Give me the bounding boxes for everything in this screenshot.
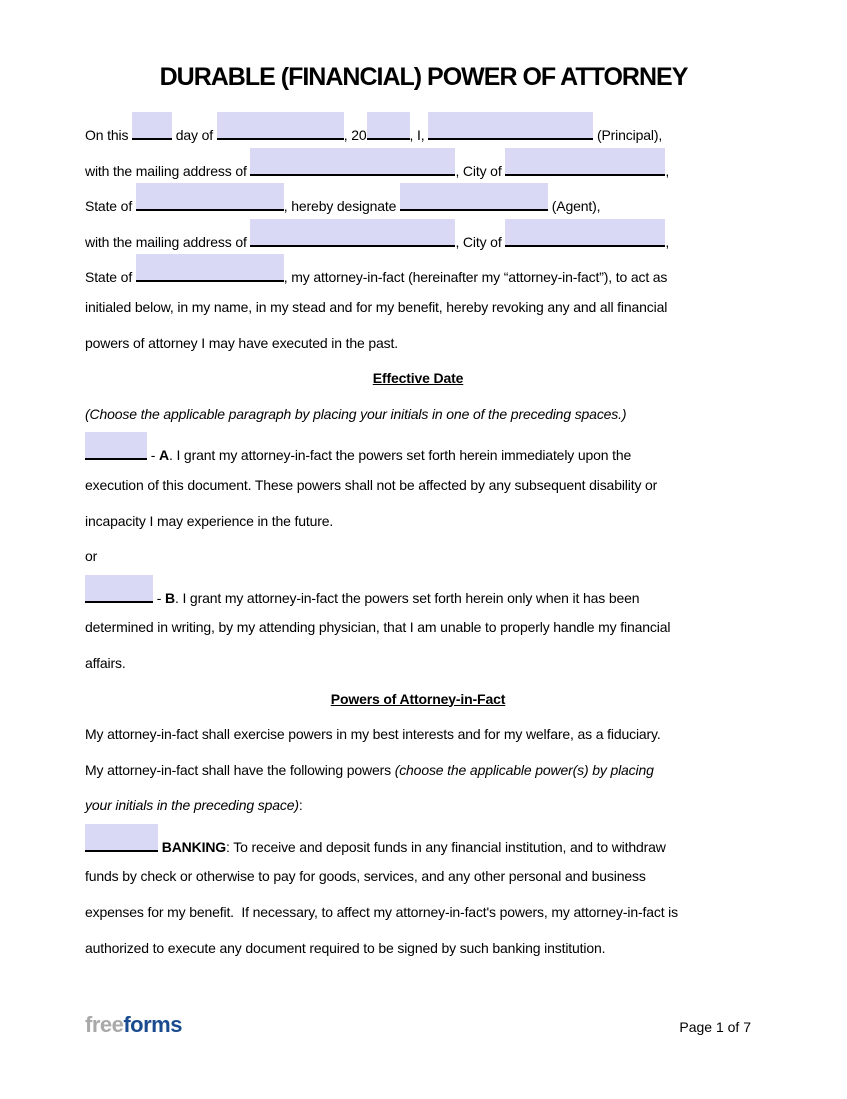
- text-segment: incapacity I may experience in the future.: [85, 512, 334, 529]
- text-segment: State of: [85, 269, 136, 286]
- text-segment: ,: [665, 162, 670, 179]
- form-line: [85, 504, 751, 540]
- form-line: [85, 539, 751, 575]
- text-segment: with the mailing address of: [85, 233, 251, 250]
- text-segment: or: [85, 548, 98, 565]
- document-body: [85, 112, 751, 966]
- text-segment: , 20: [343, 127, 367, 143]
- text-segment: with the mailing address of: [85, 162, 251, 179]
- form-line: [85, 183, 751, 219]
- form-line: [85, 931, 751, 967]
- text-segment: (choose the applicable power(s) by placing: [394, 761, 654, 778]
- section-heading: [85, 682, 751, 718]
- form-line: [85, 254, 751, 290]
- form-line: [85, 646, 751, 682]
- text-segment: Powers of Attorney-in-Fact: [330, 690, 506, 707]
- text-segment: , hereby designate: [283, 198, 401, 215]
- text-segment: ,: [665, 233, 670, 250]
- form-line: [85, 219, 751, 255]
- text-segment: -: [153, 589, 165, 606]
- form-line: [85, 610, 751, 646]
- fillable-blank-field[interactable]: [505, 219, 665, 247]
- text-segment: B: [165, 589, 175, 606]
- text-segment: determined in writing, by my attending physician, that I am unable to properly handle my financial: [85, 619, 671, 636]
- fillable-blank-field[interactable]: [85, 824, 158, 852]
- text-segment: A: [159, 447, 169, 464]
- page-footer: [85, 1012, 751, 1038]
- page-title: DURABLE (FINANCIAL) POWER OF ATTORNEY: [159, 63, 688, 91]
- text-segment: BANKING: [161, 838, 227, 855]
- form-line: [85, 326, 751, 362]
- fillable-blank-field[interactable]: [367, 112, 410, 140]
- text-segment: My attorney-in-fact shall have the following powers: [85, 761, 395, 778]
- logo-free-text: free: [85, 1012, 124, 1037]
- form-line: [85, 148, 751, 184]
- text-segment: , I,: [409, 127, 429, 143]
- text-segment: your initials in the preceding space): [85, 797, 299, 814]
- form-line: [85, 895, 751, 931]
- text-segment: : To receive and deposit funds in any financial institution, and to withdraw: [226, 838, 666, 855]
- text-segment: , my attorney-in-fact (hereinafter my “attorney-in-fact”), to act as: [283, 269, 668, 286]
- fillable-blank-field[interactable]: [400, 183, 548, 211]
- form-line: [85, 824, 751, 860]
- fillable-blank-field[interactable]: [217, 112, 344, 140]
- fillable-blank-field[interactable]: [505, 148, 665, 176]
- text-segment: day of: [172, 127, 217, 143]
- text-segment: (Principal),: [593, 127, 663, 143]
- text-segment: (Choose the applicable paragraph by placing your initials in one of the preceding spaces.): [85, 405, 627, 422]
- text-segment: initialed below, in my name, in my stead and for my benefit, hereby revoking any and all financial: [85, 298, 668, 315]
- text-segment: execution of this document. These powers shall not be affected by any subsequent disability or: [85, 476, 658, 493]
- fillable-blank-field[interactable]: [136, 183, 284, 211]
- fillable-blank-field[interactable]: [428, 112, 593, 140]
- text-segment: affairs.: [85, 654, 126, 671]
- section-heading: [85, 361, 751, 397]
- logo-forms-text: forms: [123, 1012, 182, 1037]
- form-line: [85, 112, 751, 148]
- fillable-blank-field[interactable]: [85, 575, 153, 603]
- text-segment: State of: [85, 198, 136, 215]
- text-segment: On this: [85, 127, 133, 143]
- form-line: [85, 717, 751, 753]
- form-line: [85, 290, 751, 326]
- form-line: [85, 753, 751, 789]
- form-line: [85, 397, 751, 433]
- text-segment: -: [147, 447, 159, 464]
- text-segment: My attorney-in-fact shall exercise powers in my best interests and for my welfare, as a fiduciary.: [85, 726, 661, 743]
- fillable-blank-field[interactable]: [132, 112, 172, 140]
- text-segment: Effective Date: [372, 370, 464, 387]
- text-segment: (Agent),: [548, 198, 601, 215]
- text-segment: , City of: [455, 162, 506, 179]
- text-segment: expenses for my benefit. If necessary, to affect my attorney-in-fact's powers, my attorney-in-fact is: [85, 904, 678, 921]
- fillable-blank-field[interactable]: [250, 148, 455, 176]
- form-line: [85, 432, 751, 468]
- text-segment: powers of attorney I may have executed in the past.: [85, 334, 398, 351]
- text-segment: , City of: [455, 233, 506, 250]
- freeforms-logo: [85, 1012, 182, 1038]
- text-segment: :: [298, 797, 303, 814]
- text-segment: . I grant my attorney-in-fact the powers set forth herein only when it has been: [174, 589, 640, 606]
- form-line: [85, 575, 751, 611]
- page-number: Page 1 of 7: [679, 1019, 751, 1035]
- form-line: [85, 859, 751, 895]
- text-segment: funds by check or otherwise to pay for goods, services, and any other personal and business: [85, 868, 646, 885]
- text-segment: . I grant my attorney-in-fact the powers set forth herein immediately upon the: [168, 447, 632, 464]
- form-line: [85, 788, 751, 824]
- text-segment: authorized to execute any document required to be signed by such banking institution.: [85, 939, 606, 956]
- fillable-blank-field[interactable]: [85, 432, 147, 460]
- form-line: [85, 468, 751, 504]
- fillable-blank-field[interactable]: [136, 254, 284, 282]
- fillable-blank-field[interactable]: [250, 219, 455, 247]
